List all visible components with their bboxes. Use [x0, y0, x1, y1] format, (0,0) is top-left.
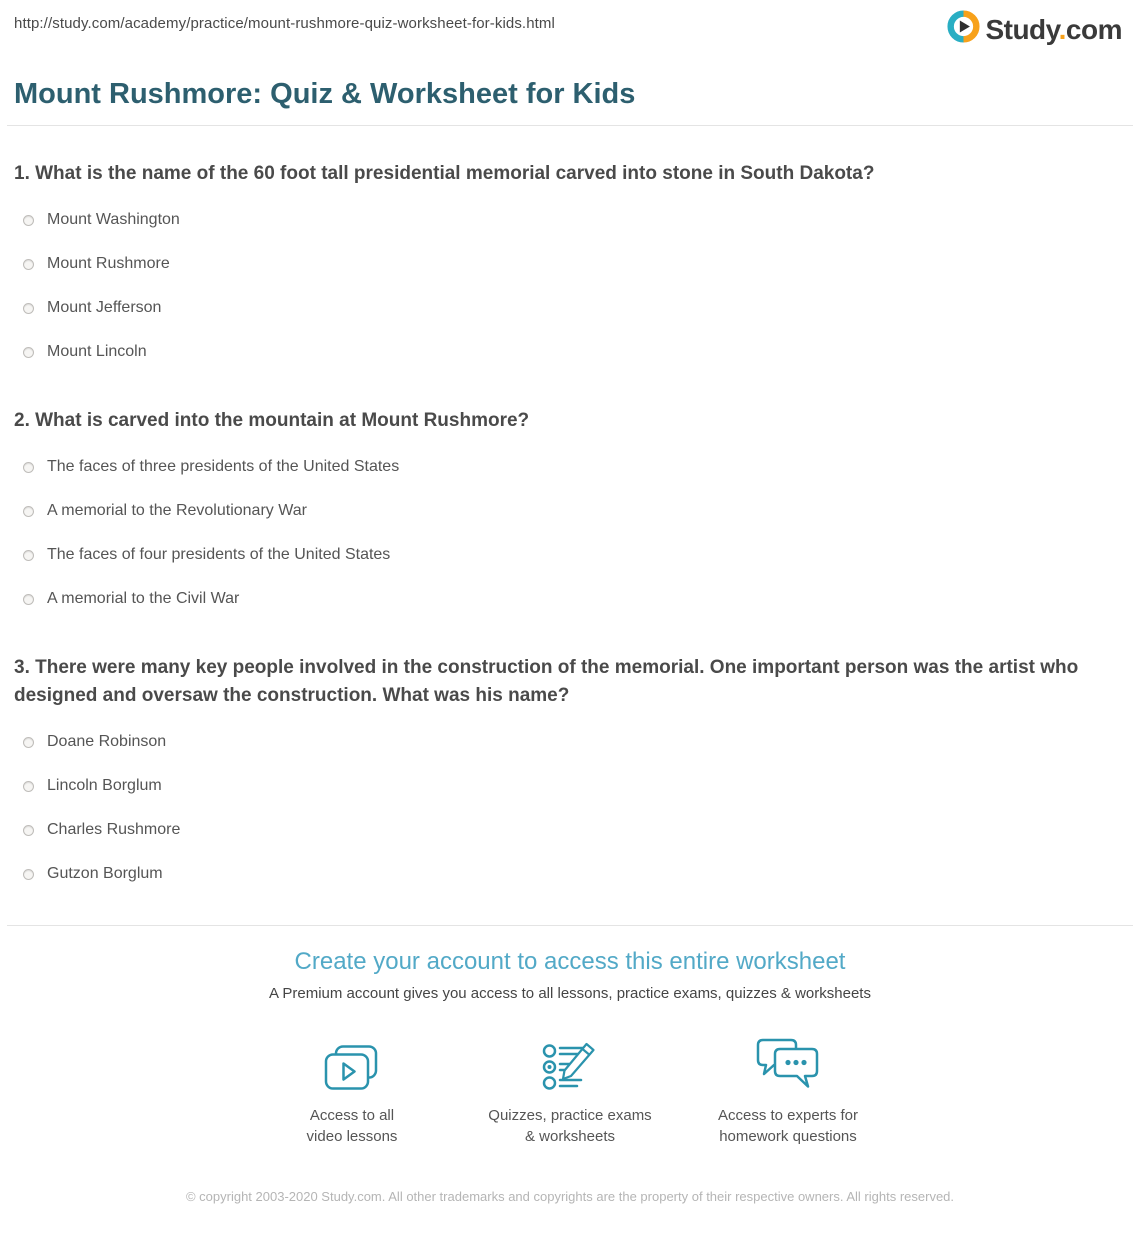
radio-button[interactable]	[23, 825, 34, 836]
question-2-option-1[interactable]	[14, 457, 1126, 477]
feature-label: Access to all video lessons	[306, 1107, 398, 1145]
question-2-text: 2. What is carved into the mountain at Mount Rushmore?	[14, 410, 530, 431]
radio-button[interactable]	[23, 347, 34, 358]
radio-button[interactable]	[23, 781, 34, 792]
bottom-divider	[7, 925, 1133, 926]
premium-subheading: A Premium account gives you access to all lessons, practice exams, quizzes & worksheets	[269, 985, 871, 1002]
studycom-logo-icon	[947, 10, 980, 48]
feature-label: Access to experts for homework questions	[717, 1107, 859, 1145]
option-label: Doane Robinson	[47, 733, 167, 750]
option-label: Mount Rushmore	[47, 255, 170, 272]
create-account-section	[0, 948, 1140, 1147]
option-label: Gutzon Borglum	[47, 865, 163, 882]
radio-button[interactable]	[23, 462, 34, 473]
question-3	[14, 654, 1126, 884]
option-label: Charles Rushmore	[47, 821, 181, 838]
question-2-option-3[interactable]	[14, 545, 1126, 565]
title-divider	[7, 125, 1133, 126]
question-1	[14, 160, 1126, 362]
question-1-option-4[interactable]	[14, 342, 1126, 362]
question-3-option-4[interactable]	[14, 864, 1126, 884]
radio-button[interactable]	[23, 303, 34, 314]
radio-button[interactable]	[23, 215, 34, 226]
feature-video-lessons	[243, 1042, 461, 1147]
radio-button[interactable]	[23, 869, 34, 880]
video-lessons-icon	[243, 1042, 461, 1092]
feature-label: Quizzes, practice exams & worksheets	[488, 1107, 652, 1145]
question-3-option-1[interactable]	[14, 732, 1126, 752]
question-3-text: 3. There were many key people involved in the construction of the memorial. One important person was the artist who designed and oversaw the construction. What was his name?	[14, 657, 1079, 706]
question-3-option-3[interactable]	[14, 820, 1126, 840]
radio-button[interactable]	[23, 506, 34, 517]
page-url: http://study.com/academy/practice/mount-rushmore-quiz-worksheet-for-kids.html	[14, 15, 555, 32]
question-1-option-1[interactable]	[14, 210, 1126, 230]
question-2-option-4[interactable]	[14, 589, 1126, 609]
expert-help-icon	[679, 1042, 897, 1092]
option-label: A memorial to the Revolutionary War	[47, 502, 307, 519]
quizzes-worksheets-icon	[461, 1042, 679, 1092]
question-1-text: 1. What is the name of the 60 foot tall presidential memorial carved into stone in South Dakota?	[14, 163, 875, 184]
option-label: The faces of four presidents of the United States	[47, 546, 391, 563]
option-label: The faces of three presidents of the United States	[47, 458, 400, 475]
question-1-option-3[interactable]	[14, 298, 1126, 318]
radio-button[interactable]	[23, 737, 34, 748]
question-1-option-2[interactable]	[14, 254, 1126, 274]
option-label: Lincoln Borglum	[47, 777, 162, 794]
radio-button[interactable]	[23, 550, 34, 561]
radio-button[interactable]	[23, 594, 34, 605]
create-account-heading[interactable]: Create your account to access this entire worksheet	[294, 948, 846, 975]
option-label: Mount Jefferson	[47, 299, 162, 316]
option-label: A memorial to the Civil War	[47, 590, 240, 607]
option-label: Mount Washington	[47, 211, 180, 228]
question-3-option-2[interactable]	[14, 776, 1126, 796]
question-2-option-2[interactable]	[14, 501, 1126, 521]
studycom-logo-text: Study.com	[985, 13, 1122, 45]
feature-expert-help	[679, 1042, 897, 1147]
studycom-logo[interactable]	[947, 10, 1122, 48]
feature-quizzes-worksheets	[461, 1042, 679, 1147]
radio-button[interactable]	[23, 259, 34, 270]
page-title: Mount Rushmore: Quiz & Worksheet for Kids	[14, 78, 636, 110]
quiz-body	[0, 160, 1140, 884]
page-header	[0, 0, 1140, 48]
copyright-notice: © copyright 2003-2020 Study.com. All other trademarks and copyrights are the property of their respective owners. All rights reserved.	[185, 1189, 955, 1204]
question-2	[14, 407, 1126, 609]
option-label: Mount Lincoln	[47, 343, 147, 360]
features-row	[0, 1042, 1140, 1147]
